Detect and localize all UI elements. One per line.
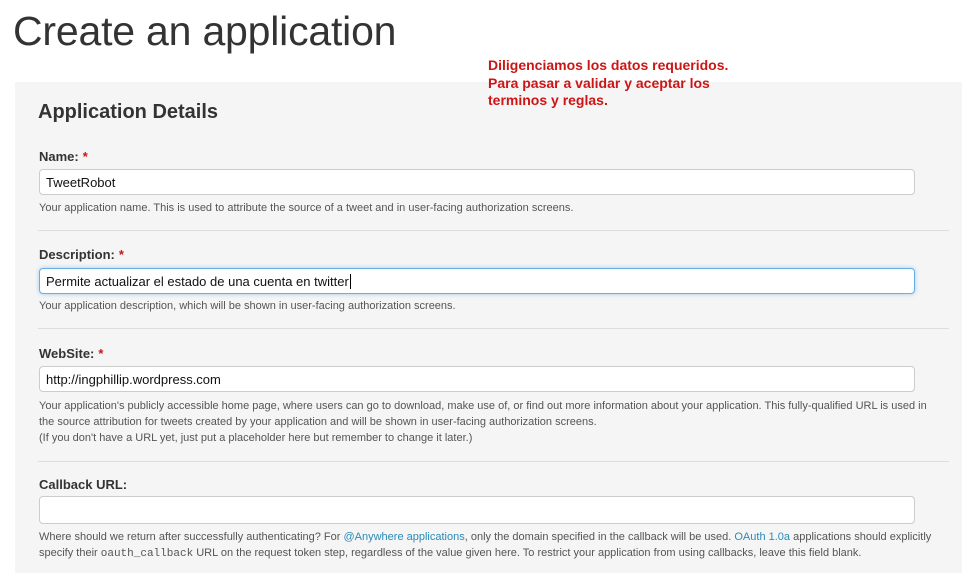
name-label [39,149,88,165]
website-help-text: Your application's publicly accessible home page, where users can go to download, make use of, or find out more information about your application. This fully-qualified URL is used in the source attribution for tweets created by your application and will be shown in user-facing authorization screens. [39,400,927,428]
callback-help-part2: , only the domain specified in the callback will be used. [464,531,735,543]
oauth-link[interactable]: OAuth 1.0a [734,531,791,543]
callback-url-input[interactable] [39,496,915,524]
website-input[interactable] [39,366,915,392]
divider [38,230,949,231]
callback-help-part4: URL on the request token step, regardless of the value given here. To restrict your application from using callbacks, leave this field blank. [193,547,862,559]
description-help-text: Your application description, which will be shown in user-facing authorization screens. [39,300,456,312]
website-required-mark: * [98,346,104,361]
website-label [39,346,103,362]
callback-url-help-text [39,529,939,562]
description-label [39,247,124,263]
anywhere-applications-link[interactable]: @Anywhere applications [343,531,465,543]
callback-url-label: Callback URL: [39,477,128,492]
divider [38,461,949,462]
description-input-value: Permite actualizar el estado de una cuenta en twitter [46,274,349,289]
name-required-mark: * [82,149,88,164]
callback-help-part3: applications should explicitly specify their [39,531,932,559]
name-input-value: TweetRobot [46,175,116,190]
oauth-callback-code: oauth_callback [100,548,194,560]
section-title: Application Details [38,101,219,123]
description-input[interactable] [39,268,915,294]
name-input[interactable] [39,169,915,195]
description-required-mark: * [118,247,124,262]
divider [38,328,949,329]
website-label-text: WebSite: [39,346,95,361]
description-label-text: Description: [39,247,115,262]
text-caret [350,274,351,289]
website-help-note: (If you don't have a URL yet, just put a placeholder here but remember to change it later.) [39,432,473,444]
page-title: Create an application [13,8,397,54]
name-label-text: Name: [39,149,79,164]
annotation-note: Diligenciamos los datos requeridos. Para pasar a validar y aceptar los terminos y reglas. [488,57,729,108]
name-help-text: Your application name. This is used to attribute the source of a tweet and in user-facing authorization screens. [39,202,574,214]
website-input-value: http://ingphillip.wordpress.com [46,372,221,387]
callback-help-part1: Where should we return after successfully authenticating? For [39,531,344,543]
